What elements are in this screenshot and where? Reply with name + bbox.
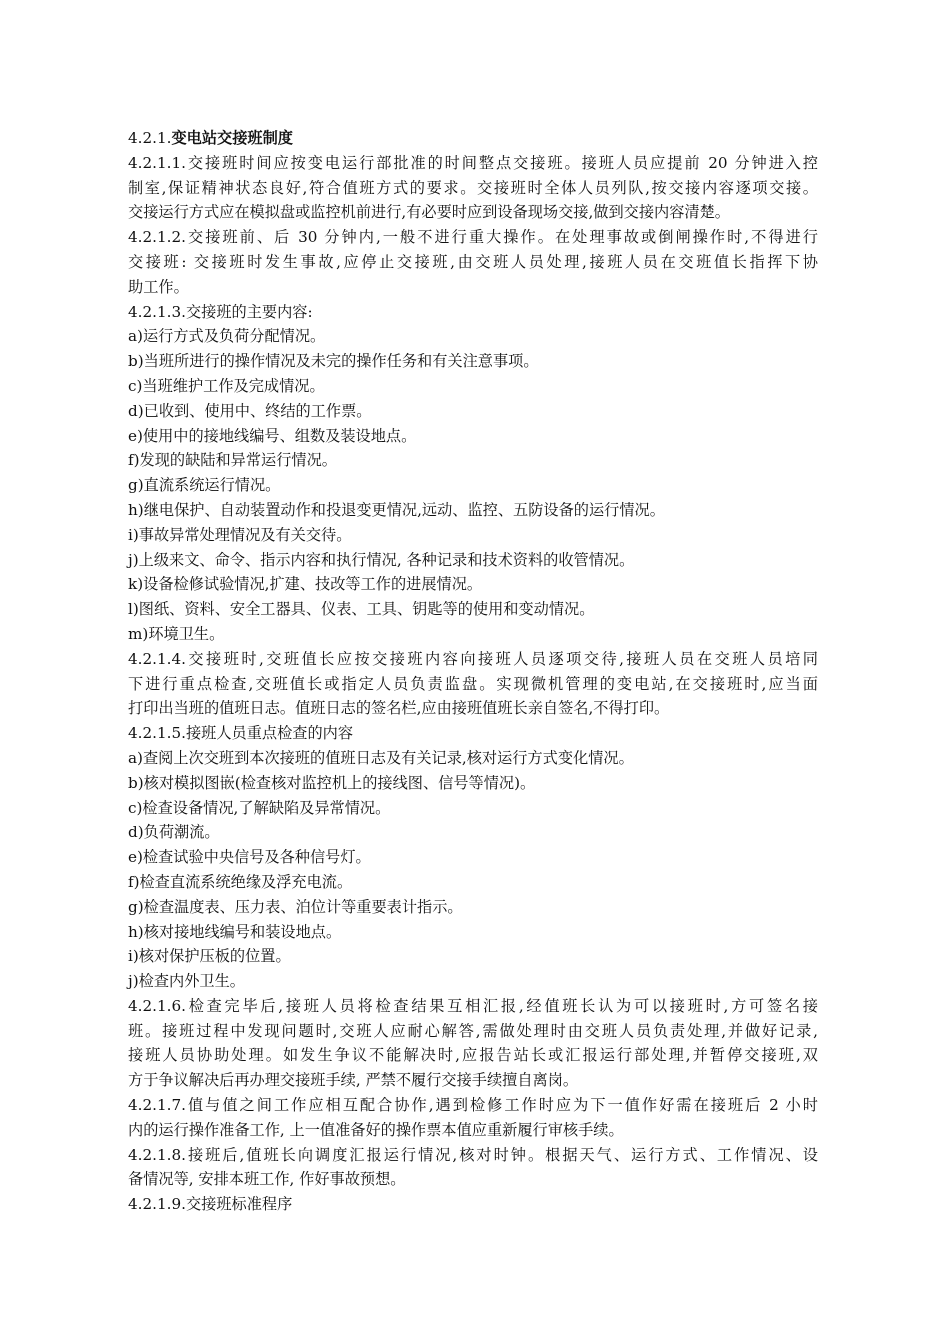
text-line: h)核对接地线编号和装设地点。 bbox=[128, 922, 342, 941]
text-line: j)上级来文、命令、指示内容和执行情况, 各种记录和技术资料的收管情况。 bbox=[128, 550, 635, 569]
text-line: 内的运行操作准备工作, 上一值准备好的操作票本值应重新履行审核手续。 bbox=[128, 1120, 624, 1139]
text-line: 交接运行方式应在模拟盘或监控机前进行,有必要时应到设备现场交接,做到交接内容清楚。 bbox=[128, 203, 730, 222]
text-line: k)设备检修试验情况,扩建、技改等工作的进展情况。 bbox=[128, 575, 483, 594]
text-line: b)核对模拟图嵌(检查核对监控机上的接线图、信号等情况)。 bbox=[128, 773, 536, 792]
text-line: 备情况等, 安排本班工作, 作好事故预想。 bbox=[128, 1170, 406, 1189]
text-line: 4.2.1.5.接班人员重点检查的内容 bbox=[128, 724, 354, 743]
section-title: 变电站交接班制度 bbox=[171, 129, 293, 147]
text-line: h)继电保护、自动装置动作和投退变更情况,远动、监控、五防设备的运行情况。 bbox=[128, 500, 665, 519]
text-line: 助工作。 bbox=[128, 277, 189, 296]
text-line: 4.2.1.7.值与值之间工作应相互配合协作,遇到检修工作时应为下一值作好需在接班后 2 小时 bbox=[128, 1096, 818, 1115]
text-line: 4.2.1.6.检查完毕后,接班人员将检查结果互相汇报,经值班长认为可以接班时,方可签名接 bbox=[128, 996, 818, 1015]
text-line: 接班人员协助处理。如发生争议不能解决时,应报告站长或汇报运行部处理,并暂停交接班,双 bbox=[128, 1046, 818, 1065]
document-body bbox=[128, 151, 818, 1217]
text-line: b)当班所进行的操作情况及未完的操作任务和有关注意事项。 bbox=[128, 352, 539, 371]
text-line: a)运行方式及负荷分配情况。 bbox=[128, 327, 326, 346]
text-line: 方于争议解决后再办理交接班手续, 严禁不履行交接手续擅自离岗。 bbox=[128, 1071, 579, 1090]
text-line: g)检查温度表、压力表、泊位计等重要表计指示。 bbox=[128, 897, 463, 916]
text-line: d)负荷潮流。 bbox=[128, 823, 220, 842]
text-line: l)图纸、资料、安全工器具、仪表、工具、钥匙等的使用和变动情况。 bbox=[128, 600, 595, 619]
text-line: 打印出当班的值班日志。值班日志的签名栏,应由接班值班长亲自签名,不得打印。 bbox=[128, 699, 670, 718]
text-line: 交接班: 交接班时发生事故,应停止交接班,由交班人员处理,接班人员在交班值长指挥下协 bbox=[128, 252, 818, 271]
text-line: 4.2.1.2.交接班前、后 30 分钟内,一般不进行重大操作。在处理事故或倒闸操作时,不得进行 bbox=[128, 228, 818, 247]
text-line: i)核对保护压板的位置。 bbox=[128, 947, 291, 966]
document-page bbox=[128, 126, 818, 1217]
text-line: d)已收到、使用中、终结的工作票。 bbox=[128, 401, 372, 420]
text-line: i)事故异常处理情况及有关交待。 bbox=[128, 525, 352, 544]
text-line: 班。接班过程中发现问题时,交班人应耐心解答,需做处理时由交班人员负责处理,并做好记录, bbox=[128, 1021, 818, 1040]
text-line: 下进行重点检查,交班值长或指定人员负责监盘。实现微机管理的变电站,在交接班时,应当面 bbox=[128, 674, 818, 693]
text-line: f)检查直流系统绝缘及浮充电流。 bbox=[128, 872, 353, 891]
text-line: j)检查内外卫生。 bbox=[128, 972, 245, 991]
text-line: 4.2.1.1.交接班时间应按变电运行部批准的时间整点交接班。接班人员应提前 20 分钟进入控 bbox=[128, 153, 818, 172]
text-line: 4.2.1.4.交接班时,交班值长应按交接班内容向接班人员逐项交待,接班人员在交班人员培同 bbox=[128, 649, 818, 668]
text-line: g)直流系统运行情况。 bbox=[128, 476, 281, 495]
text-line: a)查阅上次交班到本次接班的值班日志及有关记录,核对运行方式变化情况。 bbox=[128, 748, 634, 767]
text-line: e)检查试验中央信号及各种信号灯。 bbox=[128, 848, 371, 867]
text-line: 制室,保证精神状态良好,符合值班方式的要求。交接班时全体人员列队,按交接内容逐项交接。 bbox=[128, 178, 818, 197]
text-line: 4.2.1.8.接班后,值班长向调度汇报运行情况,核对时钟。根据天气、运行方式、工作情况、设 bbox=[128, 1145, 818, 1164]
text-line: e)使用中的接地线编号、组数及装设地点。 bbox=[128, 426, 417, 445]
section-heading bbox=[128, 126, 818, 151]
text-line: c)检查设备情况,了解缺陷及异常情况。 bbox=[128, 798, 391, 817]
text-line: m)环境卫生。 bbox=[128, 624, 225, 643]
text-line: c)当班维护工作及完成情况。 bbox=[128, 376, 325, 395]
text-line: 4.2.1.3.交接班的主要内容: bbox=[128, 302, 313, 321]
text-line: f)发现的缺陆和异常运行情况。 bbox=[128, 451, 337, 470]
section-number: 4.2.1. bbox=[128, 129, 172, 147]
text-line: 4.2.1.9.交接班标准程序 bbox=[128, 1195, 293, 1214]
